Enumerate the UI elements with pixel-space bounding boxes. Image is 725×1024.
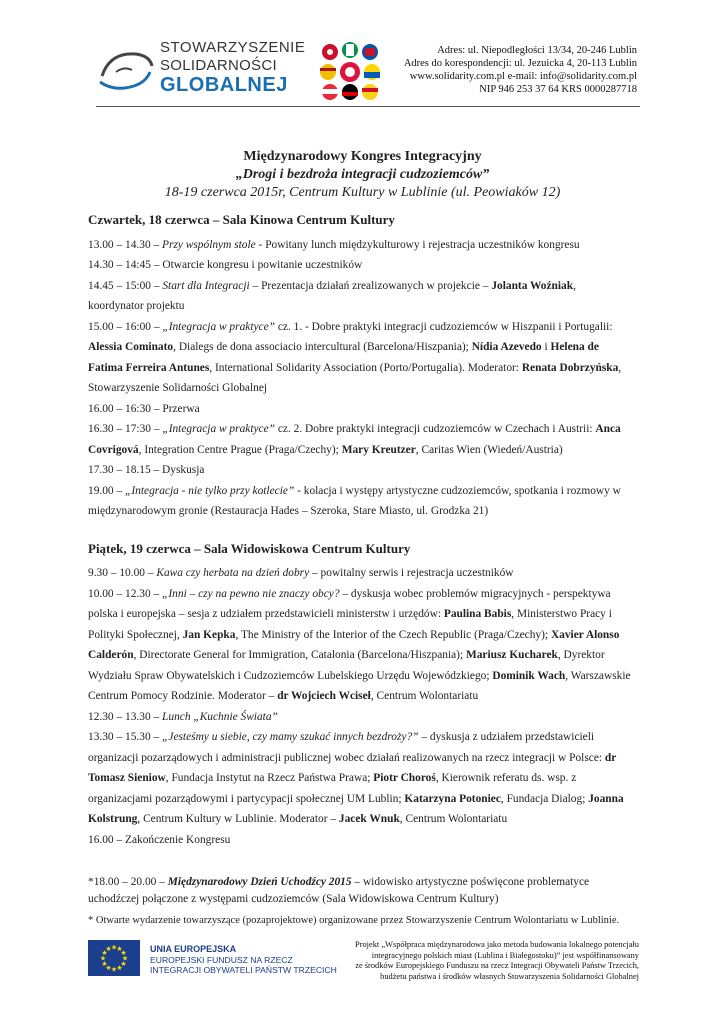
project-line: integracyjnego polskich miast (Lublina i Białegostoku)” jest współfinansowany (371, 950, 639, 960)
agenda-item: 13.00 – 14.30 – Przy wspólnym stole - Powitany lunch międzykulturowy i rejestracja uczestników kongresu (88, 238, 580, 251)
letterhead (0, 0, 725, 108)
footnote: * Otwarte wydarzenie towarzyszące (pozaprojektowe) organizowane przez Stowarzyszenie Centrum Wolontariatu w Lublinie. (88, 915, 620, 926)
agenda-item: 17.30 – 18.15 – Dyskusja (88, 464, 205, 476)
hands-logo-icon (96, 42, 156, 100)
agenda-item: 19.00 – „Integracja - nie tylko przy kotlecie” - kolacja i występy artystyczne cudzoziemców, spotkania i rozmowy w międzynarodowym gronie (Restauracja Hades – Szeroka, Stare Miasto, ul. Grodzka 21) (88, 484, 621, 517)
logo-line1: STOWARZYSZENIE (160, 39, 306, 56)
agenda-item: 16.00 – Zakończenie Kongresu (88, 833, 231, 846)
address-line: Adres do korespondencji: ul. Jezuicka 4, 20-113 Lublin (403, 58, 637, 69)
eu-star-icon: ★ (101, 960, 108, 968)
eu-star-icon: ★ (105, 964, 112, 973)
eu-star-icon: ★ (105, 944, 112, 953)
agenda-item: 14.30 – 14:45 – Otwarcie kongresu i powitanie uczestników (88, 259, 363, 271)
eu-star-icon: ★ (99, 954, 107, 963)
document-title (0, 148, 725, 202)
day2-heading: Piątek, 19 czerwca – Sala Widowiskowa Centrum Kultury (88, 540, 411, 556)
eu-label-line: EUROPEJSKI FUNDUSZ NA RZECZ (150, 954, 293, 965)
eu-label-line: UNIA EUROPEJSKA (150, 944, 237, 954)
address-line: NIP 946 253 37 64 KRS 0000287718 (479, 84, 637, 95)
address-line: Adres: ul. Niepodległości 13/34, 20-246 Lublin (437, 45, 637, 56)
national-flags-icon (318, 42, 382, 102)
title-line1: Międzynarodowy Kongres Integracyjny (243, 149, 482, 164)
eu-label-line: INTEGRACJI OBYWATELI PAŃSTW TRZECICH (150, 965, 337, 975)
title-line2: „Drogi i bezdroża integracji cudzoziemców” (235, 167, 490, 182)
agenda-item: 16.30 – 17:30 – „Integracja w praktyce” cz. 2. Dobre praktyki integracji cudzoziemców w Czechach i Austrii: Anca Covrigová, Integration Centre Prague (Praga/Czechy); Mary Kreutzer, Caritas Wien (Wiedeń/Austria) (88, 423, 621, 456)
eu-star-icon: ★ (120, 949, 127, 957)
eu-star-icon: ★ (116, 964, 123, 973)
project-line: budżetu państwa i środków własnych Stowarzyszenia Solidarności Globalnej (380, 971, 639, 981)
eu-star-icon: ★ (121, 954, 129, 963)
eu-star-icon: ★ (120, 960, 127, 968)
project-line: Projekt „Współpraca międzynarodowa jako metoda budowania lokalnego potencjału (355, 940, 639, 949)
agenda-item: 14.45 – 15:00 – Start dla Integracji – Prezentacja działań zrealizowanych w projekcie – Jolanta Woźniak, koordynator projektu (88, 279, 576, 312)
header-divider (96, 106, 640, 107)
organization-logo (96, 39, 306, 102)
agenda-item: 15.00 – 16:00 – „Integracja w praktyce” cz. 1. - Dobre praktyki integracji cudzoziemców w Hiszpanii i Portugalii: Alessia Cominato, Dialegs de dona associacio intercultural (Barcelona/Hiszpania); Nídia Azevedo i Helena de Fatima Ferreira Antunes, International Solidarity Association (Porto/Portugalia). Moderator: Renata Dobrzyńska, Stowarzyszenie Solidarności Globalnej (88, 320, 622, 394)
logo-line3: GLOBALNEJ (160, 74, 288, 96)
eu-star-icon: ★ (110, 965, 118, 974)
project-line: ze środków Europejskiego Funduszu na rzecz Integracji Obywateli Państw Trzecich, (355, 961, 639, 970)
day1-heading: Czwartek, 18 czerwca – Sala Kinowa Centrum Kultury (88, 212, 395, 227)
logo-line2: SOLIDARNOŚCI (160, 57, 277, 74)
address-line: www.solidarity.com.pl e-mail: info@solidarity.com.pl (409, 71, 637, 82)
eu-star-icon: ★ (116, 944, 123, 953)
agenda-item: 12.30 – 13.30 – Lunch „Kuchnie Świata” (88, 710, 278, 723)
title-line3: 18-19 czerwca 2015r, Centrum Kultury w Lublinie (ul. Peowiaków 12) (164, 185, 561, 200)
agenda-item: 13.30 – 15.30 – „Jesteśmy u siebie, czy mamy szukać innych bezdroży?” – dyskusja z udziałem przedstawicieli organizacji pozarządowych i administracji publicznej wobec działań realizowanych na rzecz integracji w Polsce: dr Tomasz Sieniow, Fundacja Instytut na Rzecz Państwa Prawa; Piotr Choroś, Kierownik referatu ds. wsp. z organizacjami pozarządowymi i partycypacji społecznej UM Lublin; Katarzyna Potoniec, Fundacja Dialog; Joanna Kolstrung, Centrum Kultury w Lublinie. Moderator – Jacek Wnuk, Centrum Wolontariatu (88, 731, 624, 825)
agenda-item: 10.00 – 12.30 – „Inni – czy na pewno nie znaczy obcy? – dyskusja wobec problemów migracyjnych - perspektywa polska i europejska – sesja z udziałem przedstawicieli ministerstw i urzędów: Paulina Babis, Ministerstwo Pracy i Polityki Społecznej, Jan Kepka, The Ministry of the Interior of the Czech Republic (Praga/Czechy); Xavier Alonso Calderón, Directorate General for Immigration, Catalonia (Barcelona/Hiszpania); Mariusz Kucharek, Dyrektor Wydziału Spraw Obywatelskich i Cudzoziemców Lubelskiego Urzędu Wojewódzkiego; Dominik Wach, Warszawskie Centrum Pomocy Rodzinie. Moderator – dr Wojciech Wciseł, Centrum Wolontariatu (88, 587, 631, 702)
project-cofinancing-note (339, 940, 639, 982)
program-content (88, 210, 632, 850)
contact-address (404, 44, 637, 96)
footer (0, 938, 725, 988)
eu-flag-icon (88, 940, 140, 976)
side-event: *18.00 – 20.00 – Międzynarodowy Dzień Uchodźcy 2015 – widowisko artystyczne poświęcone problematyce uchodźczej połączone z występami cudzoziemców (Sala Widowiskowa Centrum Kultury) (88, 876, 590, 905)
agenda-item: 16.00 – 16:30 – Przerwa (88, 402, 200, 415)
eu-star-icon: ★ (101, 949, 108, 957)
eu-fund-label (150, 944, 337, 976)
agenda-item: 9.30 – 10.00 – Kawa czy herbata na dzień dobry – powitalny serwis i rejestracja uczestników (88, 567, 514, 579)
eu-star-icon: ★ (110, 943, 118, 952)
